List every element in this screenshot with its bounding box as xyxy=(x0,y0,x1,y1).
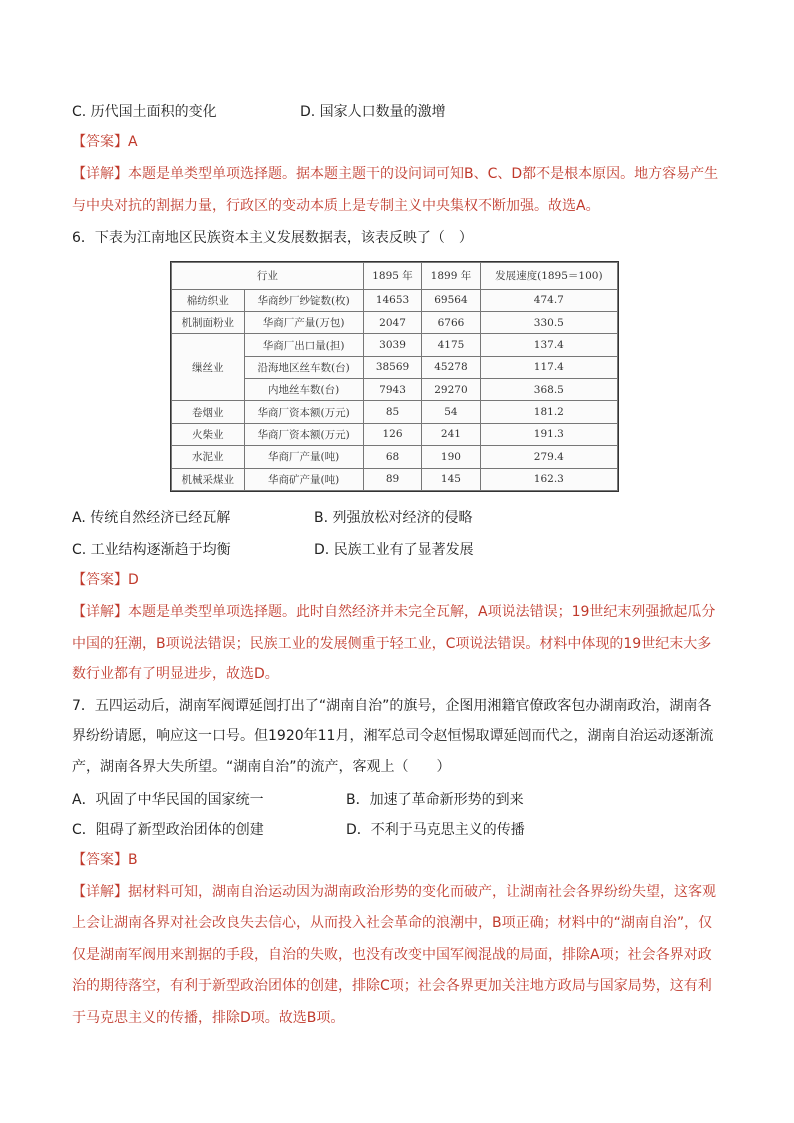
cell-growth: 191.3 xyxy=(480,423,617,445)
q7-stem-line-3: 产，湖南各界大失所望。“湖南自治”的流产，客观上（ ） xyxy=(72,759,451,775)
cell-metric: 沿海地区丝车数(台) xyxy=(244,356,363,378)
q5-detail-line-2: 与中央对抗的割据力量，行政区的变动本质上是专制主义中央集权不断加强。故选A。 xyxy=(72,198,600,214)
q6-option-a: A. 传统自然经济已经瓦解 xyxy=(72,510,231,526)
table-row xyxy=(172,334,618,356)
cell-metric: 华商矿产量(吨) xyxy=(244,468,363,491)
cell-1899: 241 xyxy=(422,423,480,445)
cell-1899: 29270 xyxy=(422,379,480,401)
table-row xyxy=(172,446,618,468)
cell-metric: 华商厂产量(万包) xyxy=(244,311,363,333)
cell-1899: 45278 xyxy=(422,356,480,378)
q6-stem: 6．下表为江南地区民族资本主义发展数据表，该表反映了（ ） xyxy=(72,230,473,246)
q6-option-b: B. 列强放松对经济的侵略 xyxy=(314,510,473,526)
cell-growth: 181.2 xyxy=(480,401,617,423)
q6-detail-line-1 xyxy=(72,602,715,622)
answer-tag: 【答案】 xyxy=(72,572,128,588)
cell-1899: 54 xyxy=(422,401,480,423)
detail-tag: 【详解】 xyxy=(72,884,128,900)
table-header-row xyxy=(172,263,618,290)
table-row xyxy=(172,423,618,445)
header-industry: 行业 xyxy=(172,263,364,290)
answer-value: D xyxy=(128,572,139,588)
cell-industry: 缫丝业 xyxy=(172,334,245,401)
q7-stem-line-2: 界纷纷请愿，响应这一口号。但1920年11月，湘军总司令赵恒惕取谭延闿而代之，湖南自治运动逐渐流 xyxy=(72,728,714,744)
q7-detail-line-2: 上会让湖南各界对社会改良失去信心，从而投入社会革命的浪潮中，B项正确；材料中的“湖南自治”，仅 xyxy=(72,915,713,931)
answer-value: B xyxy=(128,852,138,868)
q6-data-table xyxy=(170,261,619,492)
header-1899: 1899 年 xyxy=(422,263,480,290)
q5-option-d: D. 国家人口数量的激增 xyxy=(300,104,446,120)
header-1895: 1895 年 xyxy=(363,263,421,290)
answer-tag: 【答案】 xyxy=(72,134,128,150)
q7-option-c: C．阻碍了新型政治团体的创建 xyxy=(72,822,264,838)
q6-option-c: C. 工业结构逐渐趋于均衡 xyxy=(72,542,231,558)
q7-detail-line-4: 治的期待落空，有利于新型政治团体的创建，排除C项；社会各界更加关注地方政局与国家局势，这有利 xyxy=(72,978,712,994)
answer-tag: 【答案】 xyxy=(72,852,128,868)
header-growth: 发展速度(1895＝100) xyxy=(480,263,617,290)
detail-tag: 【详解】 xyxy=(72,604,128,620)
q5-detail-line-1 xyxy=(72,164,718,184)
cell-growth: 279.4 xyxy=(480,446,617,468)
cell-1895: 85 xyxy=(363,401,421,423)
cell-1895: 89 xyxy=(363,468,421,491)
table-row xyxy=(172,289,618,311)
cell-industry: 卷烟业 xyxy=(172,401,245,423)
cell-metric: 华商厂产量(吨) xyxy=(244,446,363,468)
q5-option-c: C. 历代国土面积的变化 xyxy=(72,104,217,120)
cell-metric: 华商厂资本额(万元) xyxy=(244,401,363,423)
cell-industry: 火柴业 xyxy=(172,423,245,445)
q7-detail-line-3: 仅是湖南军阀用来割据的手段，自治的失败，也没有改变中国军阀混战的局面，排除A项；社会各界对政 xyxy=(72,947,712,963)
cell-1895: 14653 xyxy=(363,289,421,311)
q6-option-d: D. 民族工业有了显著发展 xyxy=(314,542,474,558)
q7-option-b: B．加速了革命新形势的到来 xyxy=(346,792,524,808)
cell-growth: 474.7 xyxy=(480,289,617,311)
cell-1899: 4175 xyxy=(422,334,480,356)
q7-detail-line-5: 于马克思主义的传播，排除D项。故选B项。 xyxy=(72,1010,345,1026)
cell-industry: 棉纺织业 xyxy=(172,289,245,311)
q7-stem-line-1: 7．五四运动后，湖南军阀谭延闿打出了“湖南自治”的旗号，企图用湘籍官僚政客包办湖南政治，湖南各 xyxy=(72,698,712,714)
cell-industry: 机械采煤业 xyxy=(172,468,245,491)
q6-detail-line-2: 中国的狂潮，B项说法错误；民族工业的发展侧重于轻工业，C项说法错误。材料中体现的19世纪末大多 xyxy=(72,636,712,652)
detail-text: 据材料可知，湖南自治运动因为湖南政治形势的变化而破产，让湖南社会各界纷纷失望，这客观 xyxy=(128,884,716,900)
table-row xyxy=(172,401,618,423)
table-row xyxy=(172,311,618,333)
cell-1899: 6766 xyxy=(422,311,480,333)
cell-1895: 126 xyxy=(363,423,421,445)
detail-text: 本题是单类型单项选择题。据本题主题干的设问词可知B、C、D都不是根本原因。地方容易产生 xyxy=(128,166,719,182)
detail-tag: 【详解】 xyxy=(72,166,128,182)
cell-1895: 3039 xyxy=(363,334,421,356)
cell-1899: 145 xyxy=(422,468,480,491)
table-row xyxy=(172,468,618,491)
cell-growth: 368.5 xyxy=(480,379,617,401)
cell-1895: 2047 xyxy=(363,311,421,333)
q6-detail-line-3: 数行业都有了明显进步，故选D。 xyxy=(72,666,279,682)
cell-metric: 华商厂资本额(万元) xyxy=(244,423,363,445)
cell-industry: 水泥业 xyxy=(172,446,245,468)
cell-1895: 68 xyxy=(363,446,421,468)
cell-1899: 190 xyxy=(422,446,480,468)
q7-detail-line-1 xyxy=(72,882,716,902)
cell-metric: 内地丝车数(台) xyxy=(244,379,363,401)
detail-text: 本题是单类型单项选择题。此时自然经济并未完全瓦解，A项说法错误；19世纪末列强掀起瓜分 xyxy=(128,604,716,620)
cell-1895: 38569 xyxy=(363,356,421,378)
q5-answer xyxy=(72,132,138,152)
cell-1899: 69564 xyxy=(422,289,480,311)
q7-answer xyxy=(72,850,138,870)
cell-industry: 机制面粉业 xyxy=(172,311,245,333)
cell-metric: 华商纱厂纱锭数(枚) xyxy=(244,289,363,311)
cell-growth: 330.5 xyxy=(480,311,617,333)
cell-metric: 华商厂出口量(担) xyxy=(244,334,363,356)
cell-1895: 7943 xyxy=(363,379,421,401)
answer-value: A xyxy=(128,134,138,150)
cell-growth: 162.3 xyxy=(480,468,617,491)
cell-growth: 137.4 xyxy=(480,334,617,356)
q7-option-d: D．不利于马克思主义的传播 xyxy=(346,822,525,838)
cell-growth: 117.4 xyxy=(480,356,617,378)
q6-answer xyxy=(72,570,139,590)
q7-option-a: A．巩固了中华民国的国家统一 xyxy=(72,792,264,808)
